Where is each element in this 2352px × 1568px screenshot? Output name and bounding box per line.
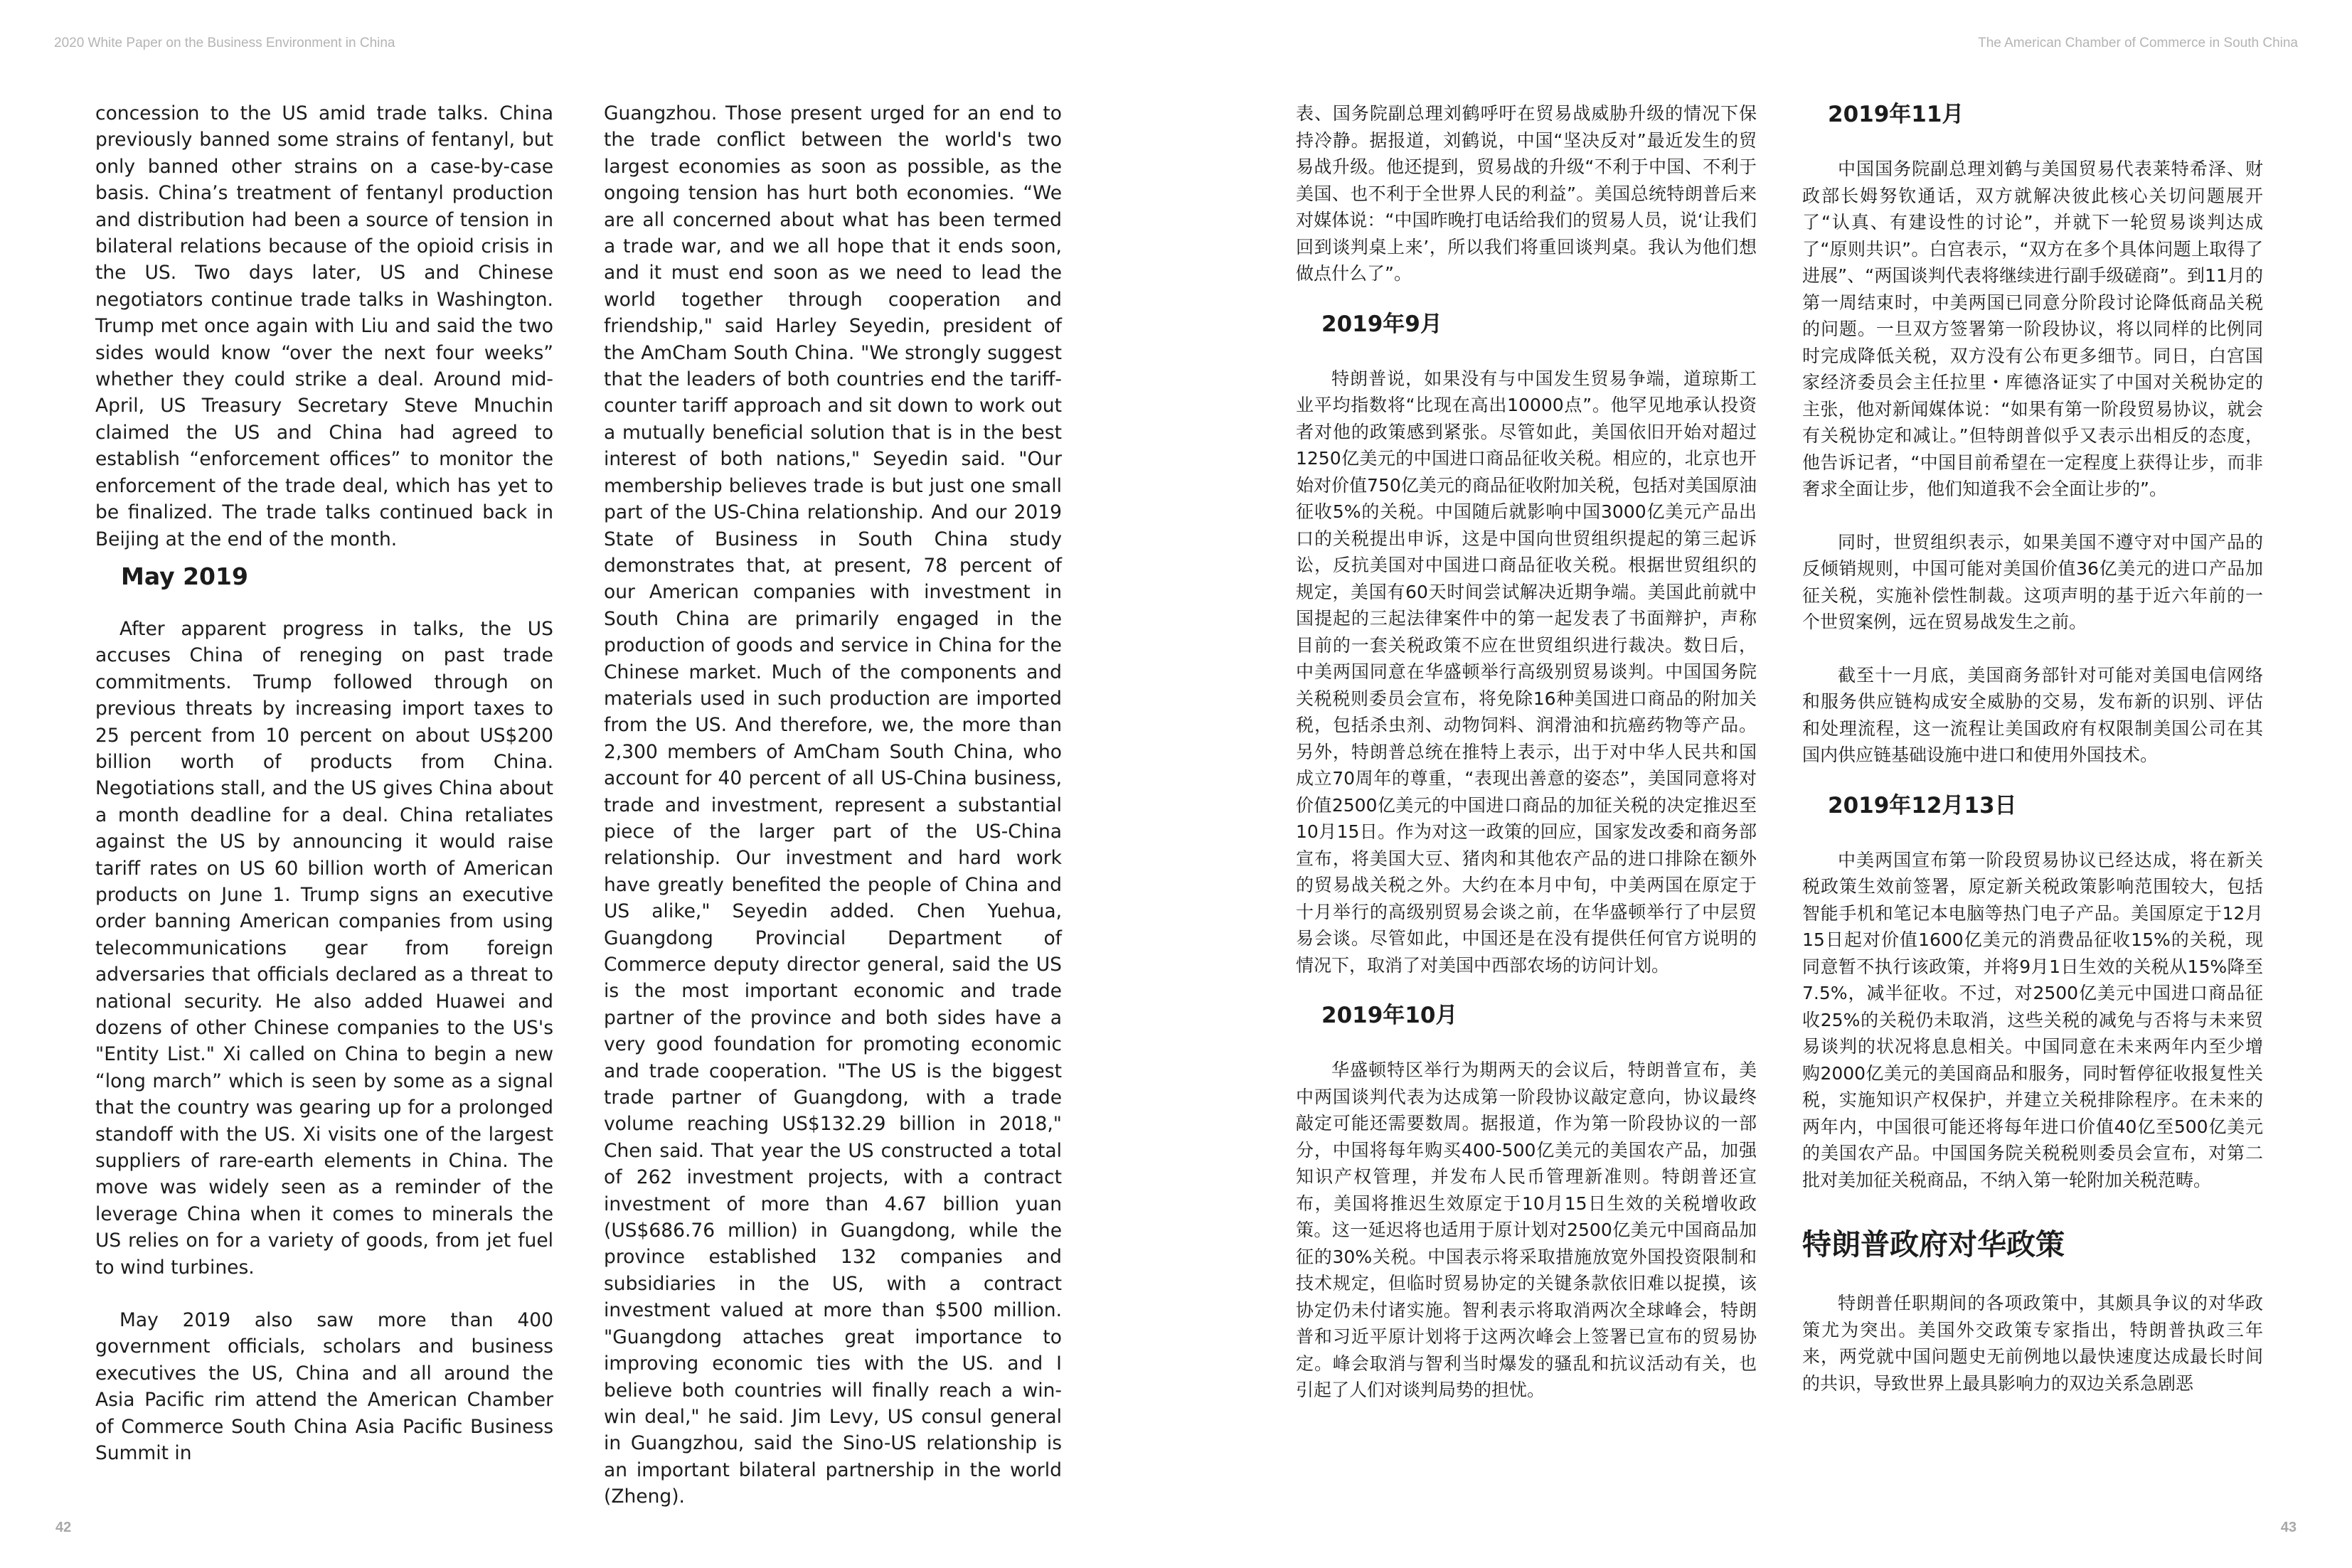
page-number-right: 43 <box>2280 1520 2297 1535</box>
column-4 <box>1802 100 2263 1397</box>
page-number-left: 42 <box>55 1520 72 1535</box>
heading-oct-2019: 2019年10月 <box>1321 1003 1458 1028</box>
paragraph-oct-2019: 华盛顿特区举行为期两天的会议后，特朗普宣布，美中两国谈判代表为达成第一阶段协议敲定意向，协议最终敲定可能还需要数周。据报道，作为第一阶段协议的一部分，中国将每年购买400-500亿美元的美国农产品，加强知识产权管理，并发布人民币管理新准则。特朗普还宣布，美国将推迟生效原定于10月15日生效的关税增收政策。这一延迟将也适用于原计划对2500亿美元中国商品加征的30%关税。中国表示将采取措施放宽外国投资限制和技术规定，但临时贸易协定的关键条款依旧难以捉摸，该协定仍未付诸实施。智利表示将取消两次全球峰会，特朗普和习近平原计划将于这两次峰会上签署已宣布的贸易协定。峰会取消与智利当时爆发的骚乱和抗议活动有关，也引起了人们对谈判局势的担忧。 <box>1296 1060 1757 1400</box>
column-3 <box>1296 100 1757 1404</box>
running-header-left: 2020 White Paper on the Business Environment in China <box>54 36 395 50</box>
heading-sep-2019: 2019年9月 <box>1321 311 1442 337</box>
paragraph-guangzhou-summit: Guangzhou. Those present urged for an end to the trade conflict between the world's two largest economies as soon as possible, as the ongoing tension has hurt both economies. “We are all concerned about what has been termed a trade war, and we all hope that it ends soon, and it must end soon as we need to lead the world together through cooperation and friendship," said Harley Seyedin, president of the AmCham South China. "We strongly suggest that the leaders of both countries end the tariff-counter tariff approach and sit down to work out a mutually beneficial solution that is in the best interest of both nations," Seyedin said. "Our membership believes trade is but just one small part of the US-China relationship. And our 2019 State of Business in South China study demonstrates that, at present, 78 percent of our American companies with investment in South China are primarily engaged in the production of goods and service in China for the Chinese market. Much of the components and materials used in such production are imported from the US. And therefore, we, the more than 2,300 members of AmCham South China, who account for 40 percent of all US-China business, trade and investment, represent a substantial piece of the larger part of the US-China relationship. Our investment and hard work have greatly benefited the people of China and US alike," Seyedin added. Chen Yuehua, Guangdong Provincial Department of Commerce deputy director general, said the US is the most important economic and trade partner of the province and both sides have a very good foundation for promoting economic and trade cooperation. "The US is the biggest trade partner of Guangdong, with a trade volume reaching US$132.29 billion in 2018," Chen said. That year the US constructed a total of 262 investment projects, with a contract investment of more than 4.67 billion yuan (US$686.76 million) in Guangdong, while the province established 132 companies and subsidiaries in the US, with a contract investment valued at more than $500 million. "Guangdong attaches great importance to improving economic ties with the US. and I believe both countries will finally reach a win-win deal," he said. Jim Levy, US consul general in Guangzhou, said the Sino-US relationship is an important bilateral partnership in the world (Zheng). <box>604 102 1062 1508</box>
paragraph-may-2019: After apparent progress in talks, the US accuses China of reneging on past trade commitments. Trump followed through on previous threats by increasing import taxes to 25 percent from 10 percent on about US$200 billion worth of products from China. Negotiations stall, and the US gives China about a month deadline for a deal. China retaliates against the US by announcing it would raise tariff rates on US 60 billion worth of American products on June 1. Trump signs an executive order banning American companies from using telecommunications gear from foreign adversaries that officials declared as a threat to national security. He also added Huawei and dozens of other Chinese companies to the US's "Entity List." Xi called on China to begin a new “long march” which is seen by some as a signal that the country was gearing up for a prolonged standoff with the US. Xi visits one of the largest suppliers of rare-earth elements in China. The move was widely seen as a reminder of the leverage China when it comes to minerals the US relies on for a variety of goods, from jet fuel to wind turbines. <box>95 617 553 1279</box>
paragraph-nov-2019: 中国国务院副总理刘鹤与美国贸易代表莱特希泽、财政部长姆努钦通话，双方就解决彼此核心关切问题展开了“认真、有建设性的讨论”，并就下一轮贸易谈判达成了“原则共识”。白宫表示，“双方在多个具体问题上取得了进展”、“两国谈判代表将继续进行副手级磋商”。到11月的第一周结束时，中美两国已同意分阶段讨论降低商品关税的问题。一旦双方签署第一阶段协议，将以同样的比例同时完成降低关税，双方没有公布更多细节。同日，白宫国家经济委员会主任拉里・库德洛证实了中国对关税协定的主张，他对新闻媒体说：“如果有第一阶段贸易协议，就会有关税协定和减让。”但特朗普似乎又表示出相反的态度，他告诉记者，“中国目前希望在一定程度上获得让步，而非奢求全面让步，他们知道我不会全面让步的”。 <box>1802 159 2263 499</box>
paragraph-summit: May 2019 also saw more than 400 government officials, scholars and business executives the US, China and all around the Asia Pacific rim attend the American Chamber of Commerce South China Asia Pacific Business Summit in <box>95 1309 553 1465</box>
column-1 <box>95 100 553 1467</box>
paragraph-fentanyl: concession to the US amid trade talks. China previously banned some strains of fentanyl, but only banned other strains on a case-by-case basis. China’s treatment of fentanyl production and distribution had been a source of tension in bilateral relations because of the opioid crisis in the US. Two days later, US and Chinese negotiators continue trade talks in Washington. Trump met once again with Liu and said the two sides would know “over the next four weeks” whether they could strike a deal. Around mid-April, US Treasury Secretary Steve Mnuchin claimed the US and China had agreed to establish “enforcement offices” to monitor the enforcement of the trade deal, which has yet to be finalized. The trade talks continued back in Beijing at the end of the month. <box>95 102 553 550</box>
paragraph-sep-2019: 特朗普说，如果没有与中国发生贸易争端，道琼斯工业平均指数将“比现在高出10000点”。他罕见地承认投资者对他的政策感到紧张。尽管如此，美国依旧开始对超过1250亿美元的中国进口商品征收关税。相应的，北京也开始对价值750亿美元的商品征收附加关税，包括对美国原油征收5%的关税。中国随后就影响中国3000亿美元产品出口的关税提出申诉，这是中国向世贸组织提起的第三起诉讼，反抗美国对中国进口商品征收关税。根据世贸组织的规定，美国有60天时间尝试解决近期争端。美国此前就中国提起的三起法律案件中的第一起发表了书面辩护，声称目前的一套关税政策不应在世贸组织进行裁决。数日后，中美两国同意在华盛顿举行高级别贸易谈判。中国国务院关税税则委员会宣布，将免除16种美国进口商品的附加关税，包括杀虫剂、动物饲料、润滑油和抗癌药物等产品。另外，特朗普总统在推特上表示，出于对中华人民共和国成立70周年的尊重，“表现出善意的姿态”，美国同意将对价值2500亿美元的中国进口商品的加征关税的决定推迟至10月15日。作为对这一政策的回应，国家发改委和商务部宣布，将美国大豆、猪肉和其他农产品的进口排除在额外的贸易战关税之外。大约在本月中旬，中美两国在原定于十月举行的高级别贸易会谈之前，在华盛顿举行了中层贸易会谈。尽管如此，中国还是在没有提供任何官方说明的情况下，取消了对美国中西部农场的访问计划。 <box>1296 368 1757 976</box>
paragraph-commerce-dept: 截至十一月底，美国商务部针对可能对美国电信网络和服务供应链构成安全威胁的交易，发布新的识别、评估和处理流程，这一流程让美国政府有权限制美国公司在其国内供应链基础设施中进口和使用外国技术。 <box>1802 664 2263 765</box>
paragraph-trump-policy: 特朗普任职期间的各项政策中，其颇具争议的对华政策尤为突出。美国外交政策专家指出，特朗普执政三年来，两党就中国问题史无前例地以最快速度达成最长时间的共识，导致世界上最具影响力的双边关系急剧恶 <box>1802 1293 2263 1394</box>
heading-dec-13-2019: 2019年12月13日 <box>1828 792 2017 818</box>
heading-nov-2019: 2019年11月 <box>1828 102 1964 127</box>
paragraph-dec-2019: 中美两国宣布第一阶段贸易协议已经达成，将在新关税政策生效前签署，原定新关税政策影响范围较大，包括智能手机和笔记本电脑等热门电子产品。美国原定于12月15日起对价值1600亿美元的消费品征收15%的关税，现同意暂不执行该政策，并将9月1日生效的关税从15%降至7.5%，减半征收。不过，对2500亿美元中国进口商品征收25%的关税仍未取消，这些关税的减免与否将与未来贸易谈判的状况将息息相关。中国同意在未来两年内至少增购2000亿美元的美国商品和服务，同时暂停征收报复性关税，实施知识产权保护，并建立关税排除程序。在未来的两年内，中国很可能还将每年进口价值40亿至500亿美元的美国农产品。中国国务院关税税则委员会宣布，对第二批对美加征关税商品，不纳入第一轮附加关税范畴。 <box>1802 849 2263 1190</box>
heading-trump-china-policy: 特朗普政府对华政策 <box>1802 1227 2065 1262</box>
heading-may-2019: May 2019 <box>121 562 248 590</box>
column-2 <box>604 100 1062 1510</box>
running-header-right: The American Chamber of Commerce in South China <box>1978 36 2298 50</box>
paragraph-liu-he: 表、国务院副总理刘鹤呼吁在贸易战威胁升级的情况下保持冷静。据报道，刘鹤说，中国“坚决反对”最近发生的贸易战升级。他还提到，贸易战的升级“不利于中国、不利于美国、也不利于全世界人民的利益”。美国总统特朗普后来对媒体说：“中国昨晚打电话给我们的贸易人员，说‘让我们回到谈判桌上来’，所以我们将重回谈判桌。我认为他们想做点什么了”。 <box>1296 103 1757 284</box>
paragraph-wto: 同时，世贸组织表示，如果美国不遵守对中国产品的反倾销规则，中国可能对美国价值36亿美元的进口产品加征关税，实施补偿性制裁。这项声明的基于近六年前的一个世贸案例，远在贸易战发生之前。 <box>1802 531 2263 632</box>
